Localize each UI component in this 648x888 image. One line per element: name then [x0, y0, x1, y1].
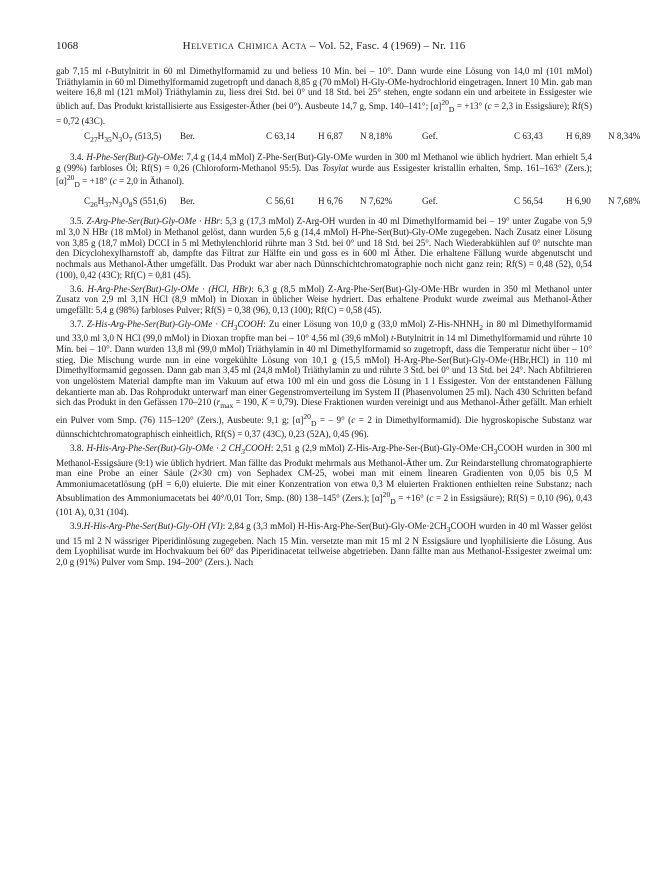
found-hydrogen: H 6,89 — [566, 131, 591, 142]
article-body — [56, 66, 641, 568]
found-hydrogen: H 6,90 — [566, 195, 591, 206]
paragraph: 3.9.H-His-Arg-Phe-Ser(But)-Gly-OH (VI): 2,84 g (3,3 mMol) $H-His-Arg-Phe-Ser(But)-Gly-OMe\cdot 2CH_3COOH$ wurden in 40 ml Wasser gelöst und 15 ml 2 N wässriger Piperidinlösung zugegeben. Nach 15 Min. versetzte man mit 15 ml 2 N Essigsäure und lyophilisierte die Lösung. Aus dem Lyophilisat wurde im Hochvakuum bei 60° das Piperidinacetat teilweise abgetrieben. Dann fällte man aus Methanol-Essigester zweimal um: 2,0 g (91%) Pulver vom Smp. 194–200° (Zers.). Nach — [56, 521, 592, 567]
calc-hydrogen: H 6,76 — [318, 195, 343, 206]
formula-compound: $C_{27}H_{35}N_3O_7$ (513,5) — [84, 131, 162, 145]
calc-nitrogen: N 7,62% — [360, 195, 393, 206]
page-header — [56, 40, 592, 56]
page-number: 1068 — [56, 40, 79, 52]
paragraph: gab 7,15 ml t-Butylnitrit in 60 ml Dimethylformamid zu und beliess 10 Min. bei – 10°. Dann wurde eine Lösung von 14,0 ml (101 mMol) Triäthylamin in 60 ml Dimethylformamid zugetropft und danach 8,85 g (70 mMol) H-Gly-OMe-hydrochlorid eingetragen. Innert 10 Min. gab man weitere 16,8 ml (121 mMol) Triäthylamin zu, liess drei Std. bei 0° und 18 Std. bei 25° stehen, engte sodann ein und arbeitete in Essigester wie üblich auf. Das Produkt kristallisierte aus Essigester-Äther (bei 0°). Ausbeute 14,7 g, Smp. 140–141°; $[\alpha]^{20}_D = +13^\circ$ (c = 2,3 in Essigsäure); Rf(S) = 0,72 (43C). — [56, 66, 593, 126]
found-label: Gef. — [422, 195, 438, 206]
found-nitrogen: N 8,34% — [608, 131, 641, 142]
paragraph: 3.5. Z-Arg-Phe-Ser(But)-Gly-OMe · HBr: 5,3 g (17,3 mMol) Z-Arg-OH wurden in 40 ml Dimethylformamid bei – 19° unter Zugabe von 5,9 ml 3,0 N HBr (18 mMol) in Methanol gelöst, dann wurden 5,6 g (14,4 mMol) H-Phe-Ser(But)-Gly-OMe zugegeben. Nach Zusatz einer Lösung von 3,85 g (18,7 mMol) DCCI in 5 ml Methylenchlorid rührte man 3 Std. bei 0° und 18 Std. bei 25°. Nach Wiederabkühlen auf 0° nutschte man den Dicyclohexylharnstoff ab, dampfte das Filtrat zur Hälfte ein und goss es in 600 ml Äther. Die erhaltene Fällung wurde abgenutscht und nochmals aus Methanol-Äther umgefällt. Das Produkt war aber nach Dünnschichtchromatographie noch nicht ganz rein; Rf(S) = 0,48 (52), 0,54 (100), 0,42 (43C); Rf(C) = 0,81 (45). — [56, 216, 592, 280]
issue-info: – Vol. 52, Fasc. 4 (1969) – Nr. 116 — [307, 40, 466, 52]
paragraph: 3.4. H-Phe-Ser(But)-Gly-OMe: 7,4 g (14,4 mMol) Z-Phe-Ser(But)-Gly-OMe wurden in 300 ml Methanol wie üblich hydriert. Man erhielt 5,4 g (99%) farbloses Öl; Rf(S) = 0,26 (Chloroform-Methanol 95:5). Das Tosylat wurde aus Essigester kristallin erhalten, Smp. 161–163° (Zers.); $[\alpha]^{20}_D = +18^\circ$ (c = 2,0 in Äthanol). — [56, 151, 592, 190]
calc-carbon: C 63,14 — [266, 131, 295, 142]
paragraph: 3.8. H-His-Arg-Phe-Ser(But)-Gly-OMe · 2 $CH_3COOH$: 2,51 g (2,9 mMol) $Z-His-Arg-Phe-Ser-(But)-Gly-OMe\cdot CH_3COOH$ wurden in 300 ml Methanol-Essigsäure (9:1) wie üblich hydriert. Man fällte das Produkt mehrmals aus Methanol-Äther um. Zur Reindarstellung chromatographierte man eine Probe an einer Säule (2×30 cm) von Sephadex CM-25, wobei man mit einem linearen Gradienten von 0,05 bis 0,5 M Ammoniumacetatlösung (pH = 6,0) eluierte. Die mit einer Konzentration von etwa 0,3 M eluierten Fraktionen enthielten reine Substanz; nach Absublimation des Ammoniumacetats bei 40°/0,01 Torr, Smp. (80) 138–145° (Zers.); $[\alpha]^{20}_D = +16^\circ$ (c = 2 in Essigsäure); Rf(S) = 0,10 (96), 0,43 (101 A), 0,31 (104). — [56, 443, 592, 518]
found-carbon: C 63,43 — [514, 131, 543, 142]
formula-compound: $C_{26}H_{37}N_3O_8S$ (551,6) — [84, 195, 167, 209]
running-head — [56, 40, 592, 52]
journal-name: Helvetica Chimica Acta — [182, 40, 308, 52]
calc-label: Ber. — [180, 195, 195, 206]
elemental-analysis — [56, 131, 641, 146]
journal-page — [56, 40, 641, 568]
paragraph: 3.6. H-Arg-Phe-Ser(But)-Gly-OMe · (HCl, HBr): 6,3 g (8,5 mMol) Z-Arg-Phe-Ser(But)-Gly-OMe·HBr wurden in 350 ml Methanol unter Zusatz von 2,9 ml 3,1N HCl (8,9 mMol) in Dioxan in üblicher Weise hydriert. Das erhaltene Produkt wurde zweimal aus Methanol-Äther umgefällt: 5,4 g (98%) farbloses Pulver; Rf(S) = 0,38 (96), 0,13 (100); Rf(C) = 0,58 (45). — [56, 283, 592, 315]
calc-carbon: C 56,61 — [266, 195, 295, 206]
calc-hydrogen: H 6,87 — [318, 131, 343, 142]
found-nitrogen: N 7,68% — [608, 195, 641, 206]
found-label: Gef. — [422, 131, 438, 142]
paragraph: 3.7. $Z-His-Arg-Phe-Ser(But)-Gly-OMe \cdot CH_3COOH$: Zu einer Lösung von 10,0 g (33,0 mMol) $Z-His-NHNH_2$ in 80 ml Dimethylformamid und 33,0 ml 3,0 N HCl (99,0 mMol) in Dioxan tropfte man bei – 10° 4,56 ml (39,6 mMol) t-Butylnitrit in 14 ml Dimethylformamid und rührte 10 Min. bei – 10°. Dann wurden 13,8 ml (99,0 mMol) Triäthylamin in 40 ml Dimethylformamid so zugetropft, dass die Temperatur nicht über – 10° stieg. Die Mischung wurde nun in eine vorgekühlte Lösung von 10,1 g (15,5 mMol) H-Arg-Phe-Ser(But)-Gly-OMe·(HBr,HCl) in 110 ml Dimethylformamid gegossen. Dann gab man 3,45 ml (24,8 mMol) Triäthylamin zu und rührte 3 Std. bei 0° und 13 Std. bei 24°. Nach Abfiltrieren von ungelöstem Material dampfte man im Vakuum auf etwa 100 ml ein und goss die Lösung in 1 l Essigester. Von der entstandenen Fällung dekantierte man ab. Das Rohprodukt unterwarf man einer Gegenstromverteilung im System II (Phasenvolumen 25 ml). Nach 430 Schritten befand sich das Produkt in den Gefässen 170–210 ($r_{max} = 190$, K = 0,79). Diese Fraktionen wurden vereinigt und aus Methanol-Äther gefällt. Man erhielt ein Pulver vom Smp. (76) 115–120° (Zers.), Ausbeute: 9,1 g; $[\alpha]^{20}_D$ = – 9° (c = 2 in Dimethylformamid). Die hygroskopische Substanz war dünnschichtchromatographisch einheitlich, Rf(S) = 0,37 (43C), 0,23 (52A), 0,45 (96). — [56, 318, 592, 440]
calc-label: Ber. — [180, 131, 195, 142]
calc-nitrogen: N 8,18% — [360, 131, 393, 142]
found-carbon: C 56,54 — [514, 195, 543, 206]
elemental-analysis — [56, 195, 641, 211]
